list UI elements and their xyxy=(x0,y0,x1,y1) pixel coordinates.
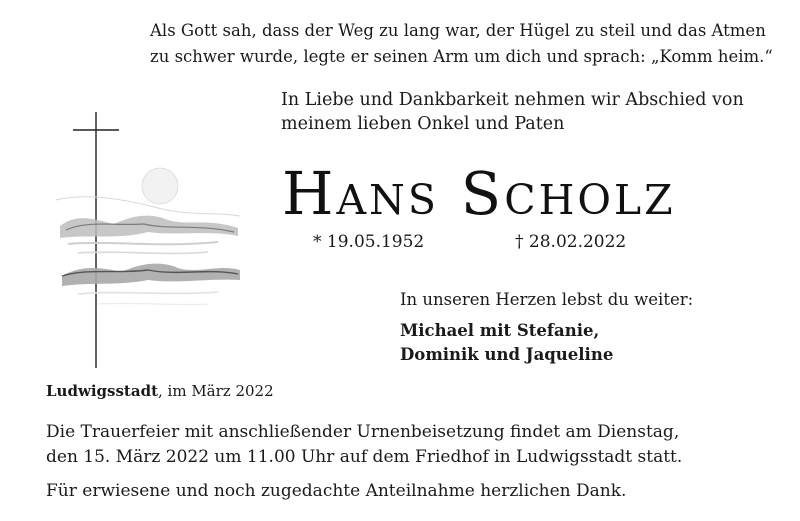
quote-line-1: Als Gott sah, dass der Weg zu lang war, der Hügel zu steil und das Atmen xyxy=(150,21,766,40)
sun-icon xyxy=(142,168,178,204)
intro-line-1: In Liebe und Dankbarkeit nehmen wir Abschied von xyxy=(281,90,744,110)
birth-date: * 19.05.1952 xyxy=(313,232,425,252)
cross-icon xyxy=(73,112,119,368)
service-line-2: den 15. März 2022 um 11.00 Uhr auf dem Friedhof in Ludwigsstadt statt. xyxy=(46,447,683,467)
deceased-name: Hans Scholz xyxy=(282,159,676,228)
service-info xyxy=(46,420,682,470)
intro-text xyxy=(281,88,744,136)
family-line-2: Dominik und Jaqueline xyxy=(400,345,614,364)
family-line-1: Michael mit Stefanie, xyxy=(400,321,600,340)
opening-quote xyxy=(150,18,773,70)
place-name: Ludwigsstadt xyxy=(46,382,158,400)
quote-line-2: zu schwer wurde, legte er seinen Arm um dich und sprach: „Komm heim.“ xyxy=(150,47,773,66)
thanks-text: Für erwiesene und noch zugedachte Anteilnahme herzlichen Dank. xyxy=(46,481,627,501)
family-names xyxy=(400,319,613,367)
service-line-1: Die Trauerfeier mit anschließender Urnenbeisetzung findet am Dienstag, xyxy=(46,422,680,442)
intro-line-2: meinem lieben Onkel und Paten xyxy=(281,114,565,134)
place-date-text: , im März 2022 xyxy=(158,382,274,400)
death-date: † 28.02.2022 xyxy=(515,232,627,252)
cross-landscape-illustration xyxy=(48,108,244,372)
place-date xyxy=(46,382,274,400)
hearts-text: In unseren Herzen lebst du weiter: xyxy=(400,290,694,309)
